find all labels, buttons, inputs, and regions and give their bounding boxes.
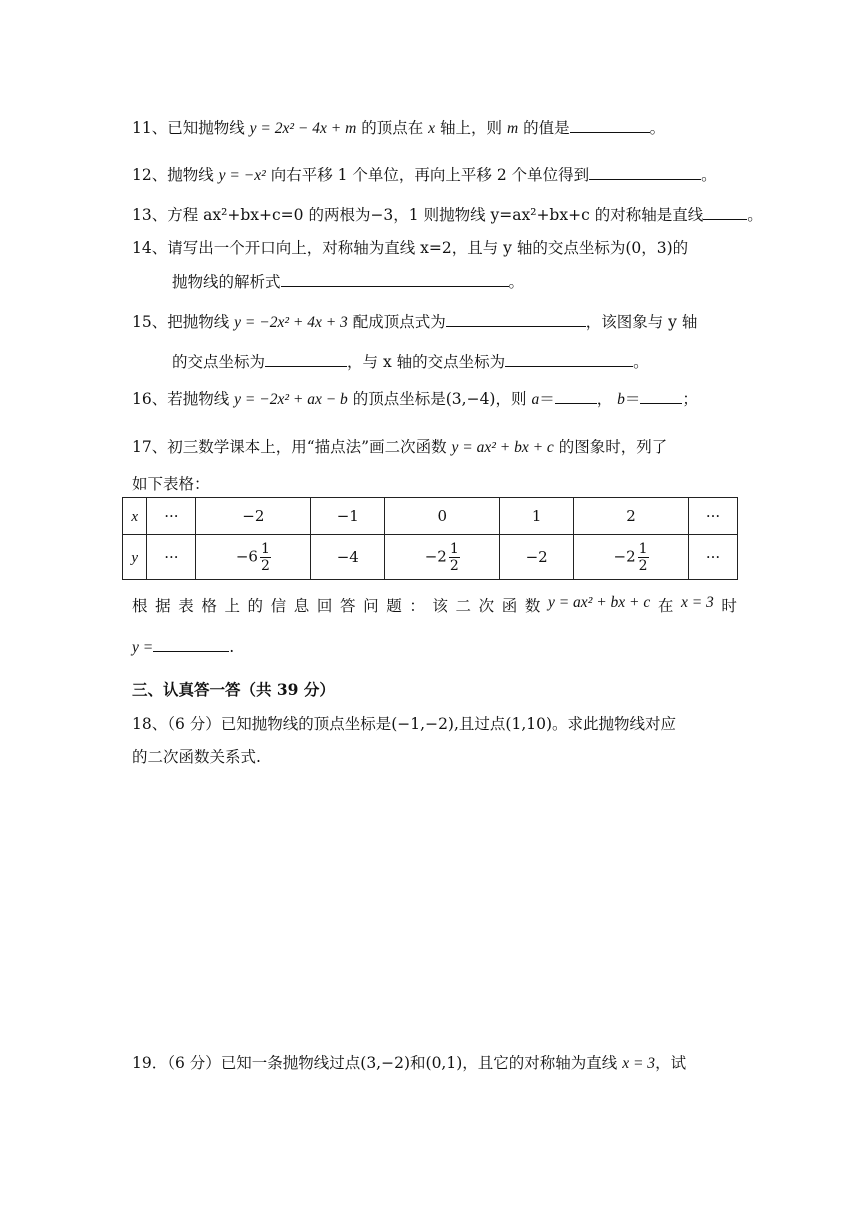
value-table xyxy=(122,497,738,580)
question-14-line2 xyxy=(172,270,524,292)
fraction xyxy=(638,541,649,574)
answer-char: 函 xyxy=(501,597,518,615)
fraction xyxy=(449,541,460,574)
q17-line1a: 17、初三数学课本上，用“描点法”画二次函数 xyxy=(132,438,447,456)
section-heading: 三、认真答一答（共 39 分） xyxy=(132,680,335,699)
fraction-whole: −2 xyxy=(613,547,636,565)
question-18-line1 xyxy=(132,712,676,734)
q19-mid: ，且它的对称轴为直线 xyxy=(462,1054,618,1072)
q15-formula: y = −2x² + 4x + 3 xyxy=(234,314,348,331)
q18-line1: 18、（6 分）已知抛物线的顶点坐标是(−1,−2),且过点(1,10)。求此抛物线对应 xyxy=(132,715,677,733)
q17-line2: 如下表格： xyxy=(132,475,210,493)
question-17-answer-y xyxy=(132,637,234,657)
answer-char: 表 xyxy=(178,597,194,615)
table-header-x xyxy=(123,498,147,535)
answer-char: 在 xyxy=(657,597,674,615)
table-cell: ··· xyxy=(147,535,196,580)
x-label: x xyxy=(131,508,139,525)
question-12 xyxy=(132,163,717,185)
answer-blank[interactable] xyxy=(589,165,701,180)
q16-point: (3,−4) xyxy=(445,390,496,408)
fraction-numerator: 1 xyxy=(638,540,648,557)
table-cell: −1 xyxy=(311,498,385,535)
answer-char: 时 xyxy=(721,597,737,615)
q19-tail: ，试 xyxy=(655,1054,687,1072)
q11-m-var: m xyxy=(506,120,519,137)
question-15-line1 xyxy=(132,310,697,332)
answer-char: 格 xyxy=(201,597,217,615)
q11-lead: 11、已知抛物线 xyxy=(132,119,245,137)
fraction-denominator: 2 xyxy=(449,557,459,574)
question-11 xyxy=(132,116,665,138)
answer-char: 上 xyxy=(224,597,240,615)
table-cell: ··· xyxy=(689,535,738,580)
answer-blank[interactable] xyxy=(703,205,747,220)
answer-char: 问 xyxy=(363,597,379,615)
q19-point1: (3,−2) xyxy=(360,1054,410,1072)
question-16 xyxy=(132,387,698,409)
table-cell: ··· xyxy=(147,498,196,535)
answer-char: 回 xyxy=(316,597,333,615)
answer-char: 息 xyxy=(293,597,310,615)
table-cell: −2 xyxy=(196,498,311,535)
q11-x-var: x xyxy=(428,120,436,137)
answer-char: 该 xyxy=(432,597,448,615)
answer-blank[interactable] xyxy=(555,389,597,404)
q12-end: 。 xyxy=(701,166,717,184)
table-row-y xyxy=(123,535,738,580)
q12-tail: 向右平移 1 个单位，再向上平移 2 个单位得到 xyxy=(270,166,590,184)
q11-tail: 的值是 xyxy=(523,119,570,137)
answer-char: 的 xyxy=(247,597,264,615)
table-cell: 0 xyxy=(385,498,500,535)
question-17-answer-line xyxy=(132,594,737,616)
answer-char: 据 xyxy=(155,597,171,615)
q17-formula: y = ax² + bx + c xyxy=(451,439,554,456)
answer-char: 数 xyxy=(524,597,541,615)
table-cell: 1 xyxy=(500,498,574,535)
table-header-y xyxy=(123,535,147,580)
fraction-whole: −6 xyxy=(235,547,258,565)
answer-blank[interactable] xyxy=(153,637,229,652)
answer-blank[interactable] xyxy=(265,352,347,367)
answer-char: 次 xyxy=(478,597,495,615)
table-cell: −4 xyxy=(311,535,385,580)
q16-sep: ， xyxy=(596,390,613,408)
question-19 xyxy=(132,1051,686,1073)
table-cell: ··· xyxy=(689,498,738,535)
q19-and: 和 xyxy=(410,1054,426,1072)
q16-formula: y = −2x² + ax − b xyxy=(234,391,348,408)
q16-eq: ＝ xyxy=(624,390,641,408)
q15-tail: ，该图象与 y 轴 xyxy=(585,313,698,331)
q11-formula: y = 2x² − 4x + m xyxy=(249,120,357,137)
answer-blank[interactable] xyxy=(446,312,586,327)
question-17-line1 xyxy=(132,435,667,457)
q14-line2: 抛物线的解析式 xyxy=(172,273,281,291)
q19-lead: 19．（6 分）已知一条抛物线过点 xyxy=(132,1054,361,1072)
q17-answer-condition: x = 3 xyxy=(680,594,714,611)
table-cell xyxy=(574,535,689,580)
q16-mid: 的顶点坐标是 xyxy=(352,390,446,408)
q18-line2: 的二次函数关系式. xyxy=(132,748,261,766)
q12-lead: 12、抛物线 xyxy=(132,166,214,184)
question-17-line2 xyxy=(132,472,210,494)
table-cell xyxy=(385,535,500,580)
q11-text2: 轴上，则 xyxy=(440,119,503,137)
question-18-line2 xyxy=(132,745,261,767)
q17-answer-formula: y = ax² + bx + c xyxy=(547,594,651,611)
question-13 xyxy=(132,203,763,225)
answer-blank[interactable] xyxy=(640,389,682,404)
y-label: y xyxy=(131,549,139,566)
fraction-denominator: 2 xyxy=(260,557,270,574)
q16-a-var: a xyxy=(531,391,540,408)
q14-line1: 14、请写出一个开口向上，对称轴为直线 x=2，且与 y 轴的交点坐标为(0，3)的 xyxy=(132,239,689,257)
q16-end: ； xyxy=(682,390,698,408)
q19-point2: (0,1) xyxy=(425,1054,463,1072)
answer-char: 信 xyxy=(270,597,287,615)
fraction xyxy=(260,541,271,574)
q16-b-var: b xyxy=(617,391,625,408)
question-14-line1 xyxy=(132,236,688,258)
q15-line2b: ，与 x 轴的交点坐标为 xyxy=(347,353,506,371)
q15-line2a: 的交点坐标为 xyxy=(172,353,266,371)
table-row-x xyxy=(123,498,738,535)
q15-end: 。 xyxy=(633,353,649,371)
q16-tail: ，则 xyxy=(495,390,527,408)
q11-end: 。 xyxy=(649,119,666,137)
q13-text: 13、方程 ax²+bx+c=0 的两根为−3，1 则抛物线 y=ax²+bx+c 的对称轴是直线 xyxy=(132,206,704,224)
table-cell xyxy=(196,535,311,580)
q15-lead: 15、把抛物线 xyxy=(132,313,230,331)
table-cell: −2 xyxy=(500,535,574,580)
q15-mid: 配成顶点式为 xyxy=(352,313,446,331)
fraction-numerator: 1 xyxy=(260,540,270,557)
answer-char: 根 xyxy=(132,597,148,615)
fraction-numerator: 1 xyxy=(449,540,459,557)
answer-char: 二 xyxy=(455,597,472,615)
q13-end: 。 xyxy=(747,206,763,224)
q14-end: 。 xyxy=(508,273,525,291)
fraction-whole: −2 xyxy=(424,547,447,565)
table-cell: 2 xyxy=(574,498,689,535)
answer-blank[interactable] xyxy=(570,118,650,133)
answer-blank[interactable] xyxy=(505,352,633,367)
answer-blank[interactable] xyxy=(281,272,509,287)
answer-char: ： xyxy=(409,597,425,615)
fraction-denominator: 2 xyxy=(638,557,648,574)
q17-answer-end: . xyxy=(229,638,235,656)
question-15-line2 xyxy=(172,350,649,372)
q17-answer-y: y = xyxy=(132,639,154,656)
q12-formula: y = −x² xyxy=(218,167,266,184)
q11-text: 的顶点在 xyxy=(361,119,424,137)
q16-lead: 16、若抛物线 xyxy=(132,390,230,408)
q19-axis: x = 3 xyxy=(622,1055,656,1072)
q17-line1b: 的图象时，列了 xyxy=(558,438,668,456)
answer-char: 答 xyxy=(339,597,356,615)
answer-char: 题 xyxy=(386,597,402,615)
q16-eq: ＝ xyxy=(539,390,555,408)
